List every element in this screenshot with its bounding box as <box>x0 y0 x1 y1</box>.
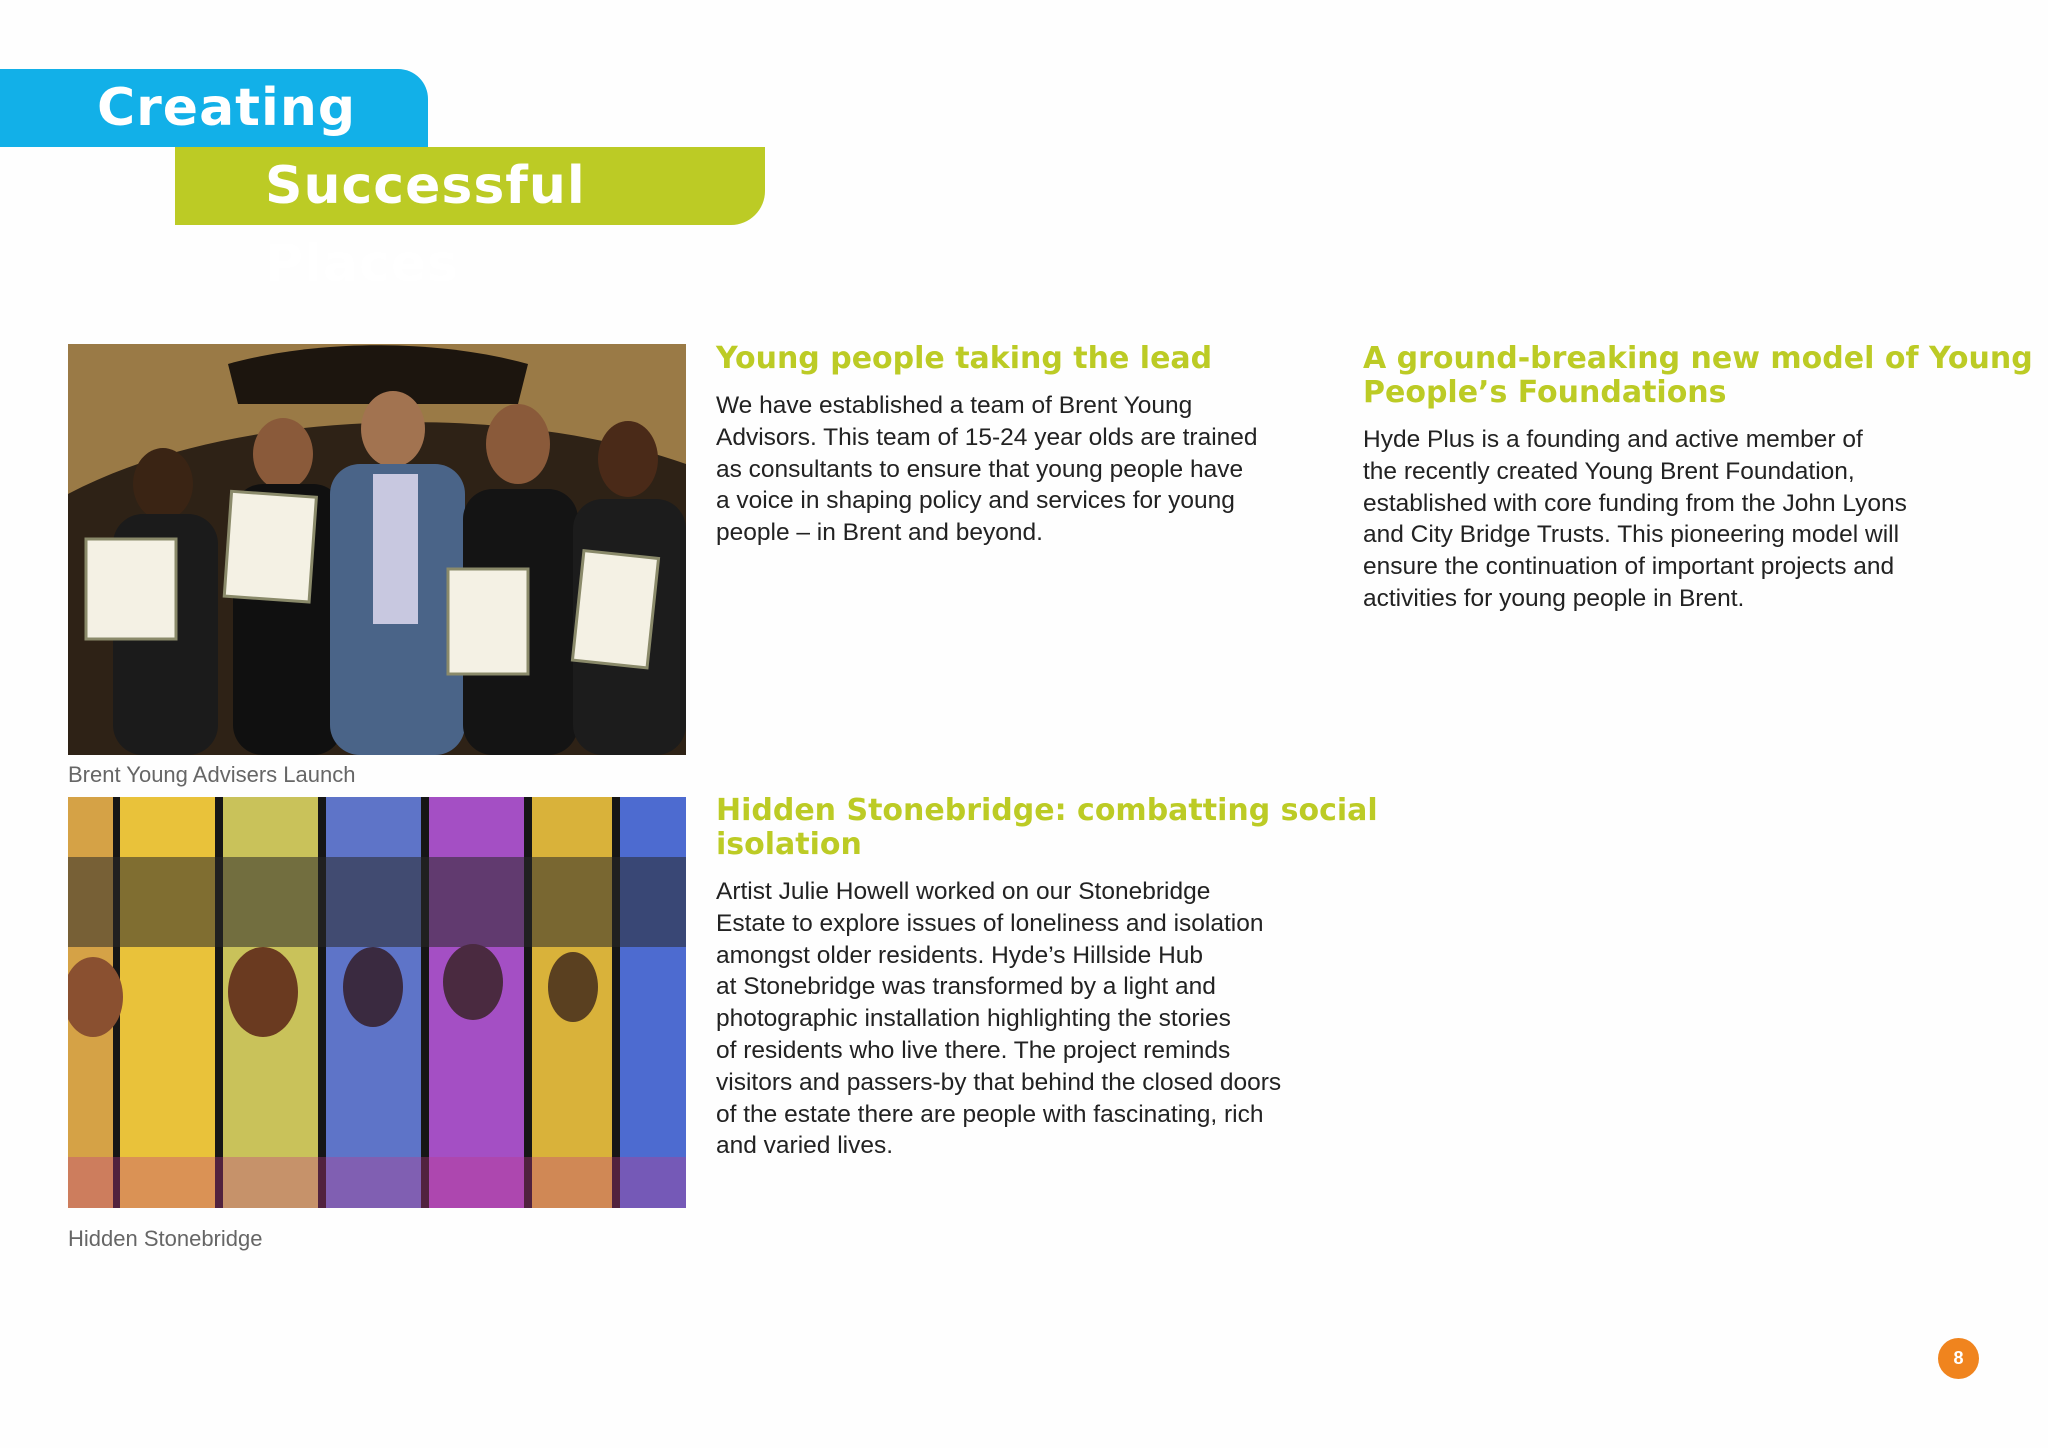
text-line: the recently created Young Brent Foundation, <box>1363 457 1855 485</box>
text-line: and City Bridge Trusts. This pioneering model will <box>1363 521 1900 549</box>
paragraph-stonebridge <box>716 876 1281 1162</box>
text-line: Advisors. This team of 15-24 year olds are trained <box>716 423 1258 451</box>
text-line: established with core funding from the John Lyons <box>1363 489 1907 517</box>
paragraph-foundations <box>1363 424 1907 615</box>
photo-caption-brent-young-advisers: Brent Young Advisers Launch <box>68 762 356 787</box>
text-line: Estate to explore issues of loneliness and isolation <box>716 909 1264 937</box>
photo-hidden-stonebridge-illustration <box>68 797 686 1208</box>
title-banner-creating: Creating <box>0 69 428 147</box>
text-line: at Stonebridge was transformed by a light and <box>716 973 1216 1001</box>
heading-line: Hidden Stonebridge: combatting social <box>716 793 1378 828</box>
text-line: and varied lives. <box>716 1132 894 1160</box>
text-line: Artist Julie Howell worked on our Stonebridge <box>716 878 1211 905</box>
text-line: of the estate there are people with fascinating, rich <box>716 1100 1264 1128</box>
photo-caption-hidden-stonebridge: Hidden Stonebridge <box>68 1226 263 1251</box>
page-number-badge: 8 <box>1938 1338 1979 1379</box>
text-line: amongst older residents. Hyde’s Hillside Hub <box>716 941 1204 969</box>
text-line: activities for young people in Brent. <box>1363 584 1745 612</box>
text-line: visitors and passers-by that behind the closed doors <box>716 1068 1282 1096</box>
heading-young-people: Young people taking the lead <box>716 341 1213 376</box>
text-line: We have established a team of Brent Young <box>716 392 1193 419</box>
heading-line: isolation <box>716 827 862 862</box>
text-line: of residents who live there. The project reminds <box>716 1036 1231 1064</box>
title-banner-successful-places: Successful Places <box>175 147 765 225</box>
heading-line: People’s Foundations <box>1363 375 1727 410</box>
photo-hidden-stonebridge <box>68 797 686 1208</box>
photo-brent-young-advisers-illustration <box>68 344 686 755</box>
heading-line: A ground-breaking new model of Young <box>1363 341 2033 376</box>
heading-stonebridge <box>716 794 1378 862</box>
text-line: people – in Brent and beyond. <box>716 519 1043 547</box>
paragraph-young-people <box>716 390 1258 549</box>
photo-brent-young-advisers <box>68 344 686 755</box>
text-line: a voice in shaping policy and services for young <box>716 487 1235 515</box>
text-line: ensure the continuation of important projects and <box>1363 553 1895 581</box>
text-line: photographic installation highlighting the stories <box>716 1005 1231 1033</box>
text-line: Hyde Plus is a founding and active member of <box>1363 426 1863 453</box>
text-line: as consultants to ensure that young people have <box>716 455 1244 483</box>
heading-foundations <box>1363 342 2033 410</box>
